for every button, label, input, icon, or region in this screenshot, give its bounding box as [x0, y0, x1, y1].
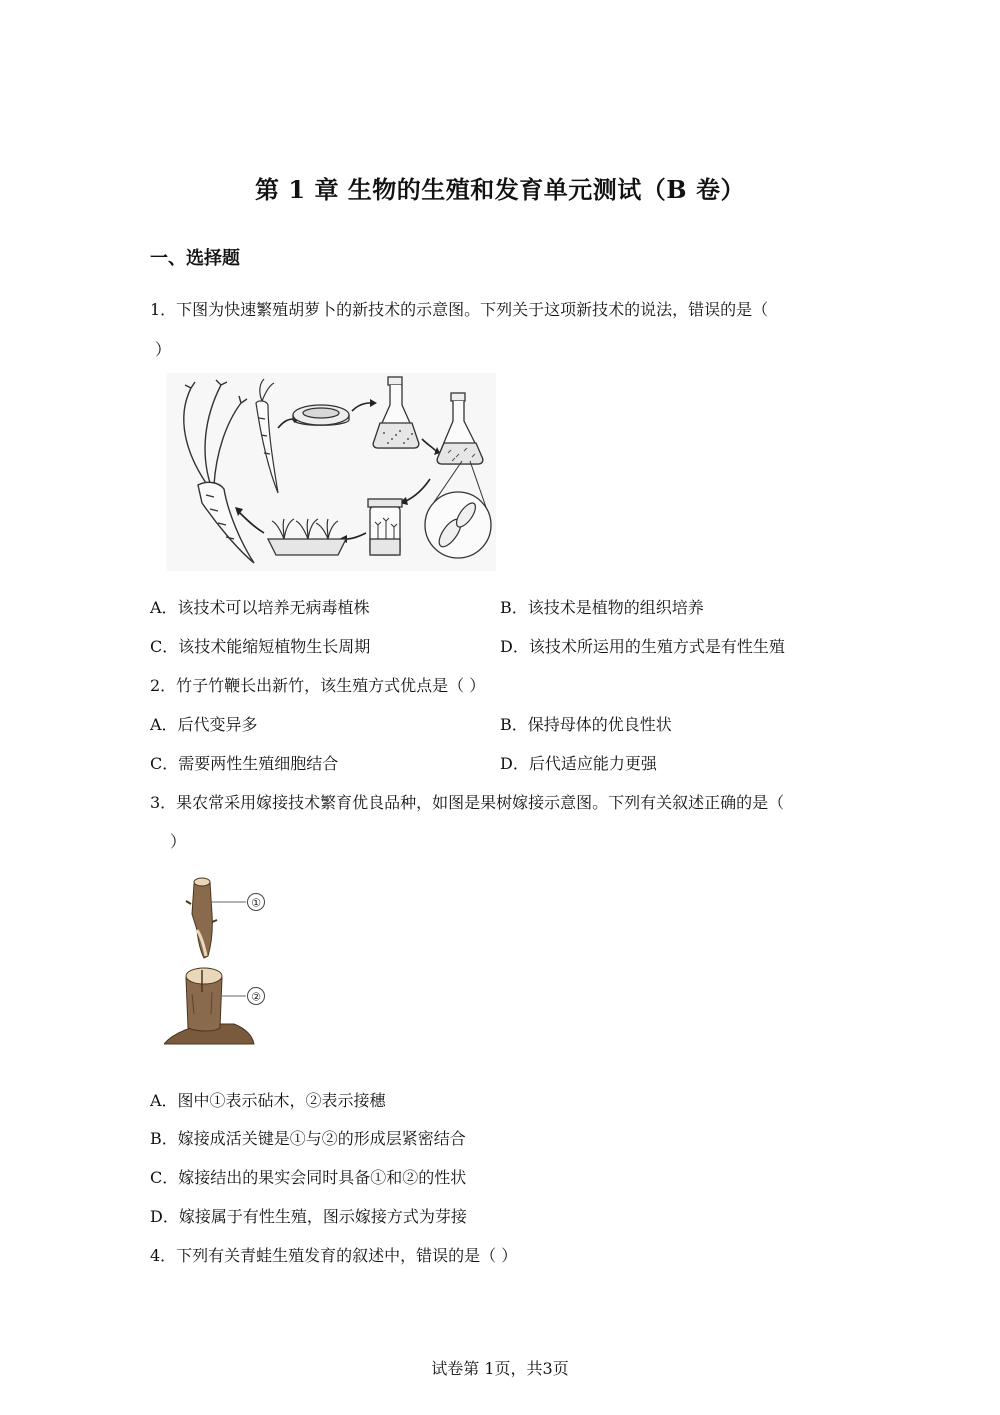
grafting-label-2: ② [251, 990, 261, 1004]
question-3-option-b: B．嫁接成活关键是①与②的形成层紧密结合 [150, 1129, 466, 1148]
grafting-icon [164, 874, 274, 1050]
question-2-option-c: C．需要两性生殖细胞结合 [150, 754, 339, 773]
question-1-option-b: B．该技术是植物的组织培养 [500, 598, 704, 617]
page-title: 第 1 章 生物的生殖和发育单元测试（B 卷） [255, 175, 745, 204]
question-3-stem-close: ） [170, 832, 187, 851]
page-footer: 试卷第 1页，共3页 [431, 1359, 569, 1378]
question-2-option-a: A．后代变异多 [150, 715, 258, 734]
question-3-stem: 3．果农常采用嫁接技术繁育优良品种，如图是果树嫁接示意图。下列有关叙述正确的是（ [150, 793, 785, 812]
question-3-option-a: A．图中①表示砧木，②表示接穗 [150, 1091, 386, 1110]
question-1-stem-close: ） [155, 340, 172, 359]
section-heading: 一、选择题 [150, 248, 240, 269]
carrot-tissue-culture-figure [166, 373, 496, 571]
question-2-option-b: B．保持母体的优良性状 [500, 715, 672, 734]
question-1-option-a: A．该技术可以培养无病毒植株 [150, 598, 370, 617]
question-2-option-d: D．后代适应能力更强 [500, 754, 657, 773]
question-1-option-d: D．该技术所运用的生殖方式是有性生殖 [500, 637, 785, 656]
grafting-figure [164, 874, 274, 1050]
question-2-stem: 2．竹子竹鞭长出新竹，该生殖方式优点是（ ） [150, 676, 486, 695]
question-3-option-d: D．嫁接属于有性生殖，图示嫁接方式为芽接 [150, 1207, 467, 1226]
question-1-option-c: C．该技术能缩短植物生长周期 [150, 637, 371, 656]
grafting-label-1: ① [251, 896, 261, 910]
question-3-option-c: C．嫁接结出的果实会同时具备①和②的性状 [150, 1168, 467, 1187]
question-4-stem: 4．下列有关青蛙生殖发育的叙述中，错误的是（ ） [150, 1246, 518, 1265]
question-1-stem: 1．下图为快速繁殖胡萝卜的新技术的示意图。下列关于这项新技术的说法，错误的是（ [150, 300, 769, 319]
carrot-tissue-culture-icon [166, 373, 496, 571]
